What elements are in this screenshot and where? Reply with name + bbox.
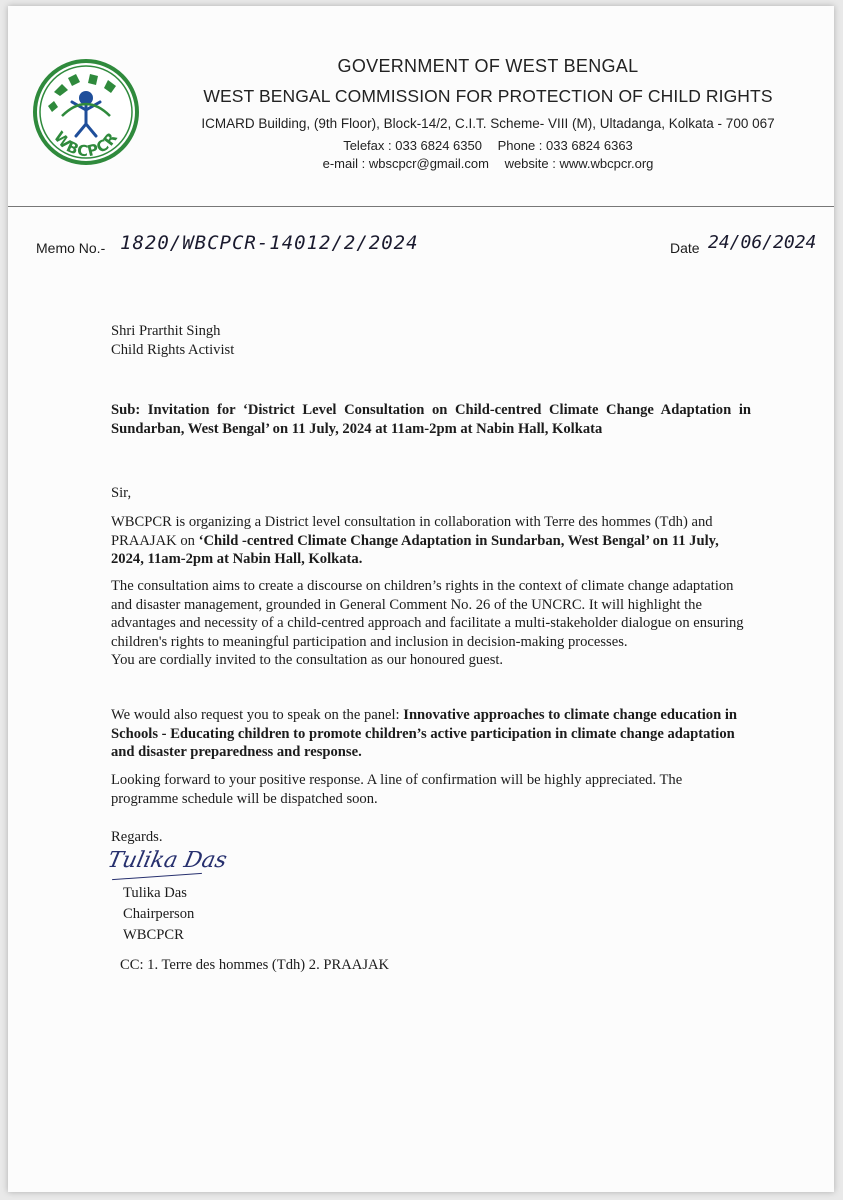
email: e-mail : wbscpcr@gmail.com (322, 156, 489, 171)
commission-heading: WEST BENGAL COMMISSION FOR PROTECTION OF CHILD RIGHTS (203, 86, 773, 106)
cc-line: CC: 1. Terre des hommes (Tdh) 2. PRAAJAK (120, 957, 390, 973)
panel-topic: Innovative approaches to climate change education in Schools - Educating children to promote children’s active participation in climate change adaptation and disaster preparedness and response. (111, 707, 738, 760)
paragraph-panel (111, 706, 751, 762)
invitation-line: You are cordially invited to the consultation as our honoured guest. (111, 652, 504, 668)
paragraph-intro (111, 513, 751, 569)
recipient-name: Shri Prarthit Singh (111, 323, 221, 339)
paragraph-aims-text: The consultation aims to create a discourse on children’s rights in the context of climate change adaptation and disaster management, grounded in General Comment No. 26 of the UNCRC. It will highlight the advantages and necessity of a child-centred approach and facilitate a multi-stakeholder dialogue on ensuring children's rights to meaningful participation and inclusion in decision-making processes. (111, 578, 744, 650)
paragraph-panel-text: We would also request you to speak on the panel: (111, 707, 404, 723)
wbcpcr-logo (32, 58, 140, 166)
logo-text: WBCPCR (50, 127, 122, 161)
letter-page (8, 6, 834, 1192)
signatory-designation: Chairperson (123, 906, 195, 922)
subject-line: Sub: Invitation for ‘District Level Consultation on Child-centred Climate Change Adaptation in Sundarban, West Bengal’ on 11 July, 2024 at 11am-2pm at Nabin Hall, Kolkata (111, 402, 751, 437)
signatory-org: WBCPCR (123, 927, 184, 943)
paragraph-closing: Looking forward to your positive response. A line of confirmation will be highly appreciated. The programme schedule will be dispatched soon. (111, 772, 683, 807)
government-heading: GOVERNMENT OF WEST BENGAL (337, 56, 639, 76)
signatory-block (123, 883, 194, 946)
signatory-name: Tulika Das (123, 885, 187, 901)
letterhead (8, 6, 834, 207)
handwritten-signature: Tulika Das (105, 848, 230, 873)
contact-web-line (158, 156, 818, 171)
regards: Regards. (111, 829, 163, 845)
phone: Phone : 033 6824 6363 (497, 138, 633, 153)
memo-row (36, 232, 816, 260)
memo-label: Memo No.- (36, 240, 106, 256)
recipient-block (111, 322, 751, 359)
paragraph-aims (111, 577, 751, 670)
salutation: Sir, (111, 485, 132, 501)
website: website : www.wbcpcr.org (504, 156, 654, 171)
date-label: Date (670, 240, 700, 256)
address-line: ICMARD Building, (9th Floor), Block-14/2, C.I.T. Scheme- VIII (M), Ultadanga, Kolkata - 700 067 (201, 116, 775, 131)
signature-stroke (112, 873, 202, 880)
recipient-title: Child Rights Activist (111, 341, 235, 358)
paragraph-intro-event: ‘Child -centred Climate Change Adaptation in Sundarban, West Bengal’ on 11 July, 2024, 11am-2pm at Nabin Hall, Kolkata. (111, 532, 719, 567)
paragraph-intro-text: WBCPCR is organizing a District level consultation in collaboration with Terre des hommes (Tdh) and PRAAJAK on (111, 514, 713, 549)
memo-number: 1820/WBCPCR-14012/2/2024 (120, 232, 419, 254)
memo-date: 24/06/2024 (708, 232, 817, 253)
telefax: Telefax : 033 6824 6350 (343, 138, 482, 153)
contact-phone-line (158, 138, 818, 153)
